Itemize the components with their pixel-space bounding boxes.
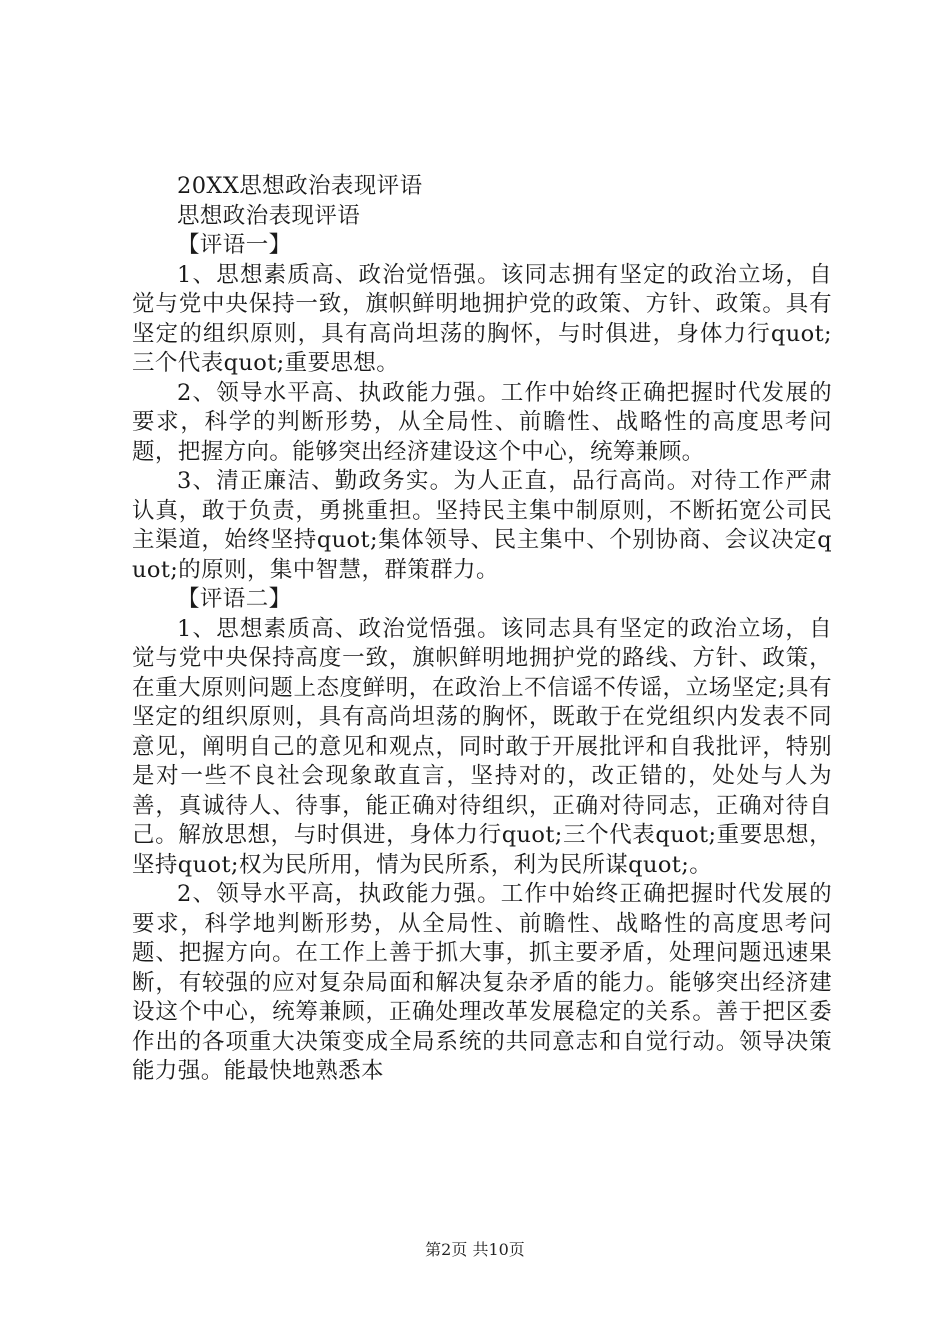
document-title: 20XX思想政治表现评语 — [177, 173, 423, 199]
document-subtitle: 思想政治表现评语 — [177, 202, 361, 229]
section-heading-2: 【评语二】 — [177, 586, 292, 612]
paragraph: 2、领导水平高，执政能力强。工作中始终正确把握时代发展的要求，科学地判断形势，从全局性、前瞻性、战略性的高度思考问题、把握方向。在工作上善于抓大事，抓主要矛盾，处理问题迅速果断，有较强的应对复杂局面和解决复杂矛盾的能力。能够突出经济建设这个中心，统筹兼顾，正确处理改革发展稳定的关系。善于把区委作出的各项重大决策变成全局系统的共同意志和自觉行动。领导决策能力强。能最快地熟悉本 — [132, 881, 832, 1084]
paragraph: 2、领导水平高、执政能力强。工作中始终正确把握时代发展的要求，科学的判断形势，从全局性、前瞻性、战略性的高度思考问题，把握方向。能够突出经济建设这个中心，统筹兼顾。 — [132, 379, 832, 465]
paragraph: 1、思想素质高、政治觉悟强。该同志具有坚定的政治立场，自觉与党中央保持高度一致，旗帜鲜明地拥护党的路线、方针、政策，在重大原则问题上态度鲜明，在政治上不信谣不传谣，立场坚定;具有坚定的组织原则，具有高尚坦荡的胸怀，既敢于在党组织内发表不同意见，阐明自己的意见和观点，同时敢于开展批评和自我批评，特别是对一些不良社会现象敢直言，坚持对的，改正错的，处处与人为善，真诚待人、待事，能正确对待组织，正确对待同志，正确对待自己。解放思想，与时俱进，身体力行quot;三个代表quot;重要思想，坚持quot;权为民所用，情为民所系，利为民所谋quot;。 — [132, 615, 832, 878]
page-footer — [0, 1240, 950, 1260]
section-heading-1: 【评语一】 — [177, 232, 292, 258]
paragraph: 1、思想素质高、政治觉悟强。该同志拥有坚定的政治立场，自觉与党中央保持一致，旗帜鲜明地拥护党的政策、方针、政策。具有坚定的组织原则，具有高尚坦荡的胸怀，与时俱进，身体力行quot;三个代表quot;重要思想。 — [132, 261, 832, 376]
document-body — [132, 172, 832, 1087]
paragraph: 3、清正廉洁、勤政务实。为人正直，品行高尚。对待工作严肃认真，敢于负责，勇挑重担。坚持民主集中制原则，不断拓宽公司民主渠道，始终坚持quot;集体领导、民主集中、个别协商、会议决定quot;的原则，集中智慧，群策群力。 — [132, 468, 832, 583]
page-indicator: 第2页 共10页 — [425, 1240, 525, 1259]
